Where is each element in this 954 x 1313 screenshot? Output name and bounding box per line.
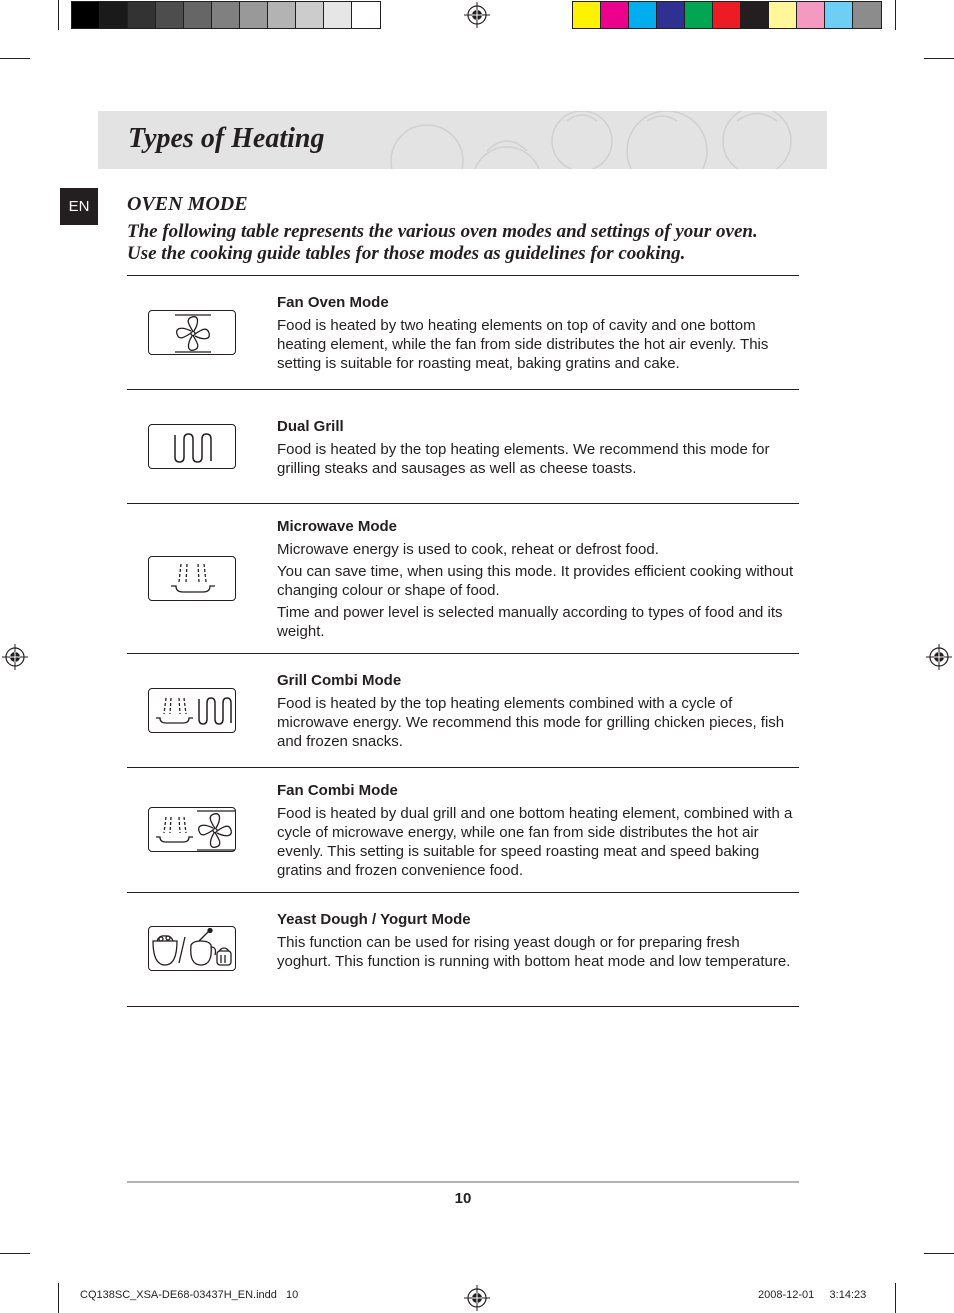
title-banner — [98, 111, 827, 169]
mode-description: This function can be used for rising yeast dough or for preparing fresh yoghurt. This function is running with bottom heat mode and low temperature. — [277, 934, 791, 970]
color-swatch — [324, 2, 352, 28]
color-swatch — [128, 2, 156, 28]
language-tab: EN — [60, 188, 98, 225]
crop-mark — [895, 0, 896, 30]
registration-mark-icon — [2, 644, 28, 670]
color-swatch — [769, 2, 797, 28]
crop-mark — [895, 1283, 896, 1313]
color-swatch — [296, 2, 324, 28]
section-intro — [127, 221, 807, 265]
mode-entry-dual-grill — [277, 418, 797, 481]
intro-line: Use the cooking guide tables for those modes as guidelines for cooking. — [127, 243, 686, 264]
mode-entry-grill-combi — [277, 672, 797, 754]
color-swatch — [825, 2, 853, 28]
footer-divider — [127, 1181, 799, 1183]
fan-combi-icon — [148, 807, 236, 852]
fan-icon — [148, 310, 236, 355]
table-divider — [127, 892, 799, 893]
crop-mark — [924, 58, 954, 59]
file-info: CQ138SC_XSA-DE68-03437H_EN.indd 10 — [80, 1289, 299, 1301]
mode-description: Time and power level is selected manually according to types of food and its weight. — [277, 604, 783, 640]
page-title: Types of Heating — [128, 123, 325, 154]
crop-mark — [58, 1283, 59, 1313]
microwave-icon — [148, 556, 236, 601]
mode-name: Microwave Mode — [277, 518, 398, 535]
color-swatch — [657, 2, 685, 28]
mode-entry-yeast-yogurt — [277, 911, 797, 974]
mode-entry-fan-combi — [277, 782, 797, 883]
color-swatch — [268, 2, 296, 28]
table-divider — [127, 389, 799, 390]
crop-mark — [58, 0, 59, 30]
mode-name: Grill Combi Mode — [277, 672, 402, 689]
section-title: OVEN MODE — [127, 193, 248, 215]
color-swatch — [156, 2, 184, 28]
mode-name: Fan Oven Mode — [277, 294, 389, 311]
page-number: 10 — [454, 1190, 472, 1207]
mode-description: You can save time, when using this mode. It provides efficient cooking without changing colour or shape of food. — [277, 563, 794, 599]
table-divider — [127, 767, 799, 768]
color-swatch — [240, 2, 268, 28]
grill-combi-icon — [148, 688, 236, 733]
mode-description: Food is heated by dual grill and one bottom heating element, combined with a cycle of microwave energy, while one fan from side distributes the hot air evenly. This setting is suitable for speed roasting meat and speed baking gratins and frozen convenience food. — [277, 805, 793, 879]
mode-entry-fan-oven — [277, 294, 797, 376]
color-swatch — [100, 2, 128, 28]
print-timestamp: 2008-12-01 3:14:23 — [758, 1289, 867, 1301]
mode-name: Fan Combi Mode — [277, 782, 398, 799]
table-divider — [127, 275, 799, 276]
color-swatch — [685, 2, 713, 28]
table-divider — [127, 653, 799, 654]
color-swatch — [184, 2, 212, 28]
dual-grill-icon — [148, 424, 236, 469]
crop-mark — [924, 1253, 954, 1254]
color-swatch — [601, 2, 629, 28]
grayscale-color-bar — [71, 1, 381, 29]
mode-name: Yeast Dough / Yogurt Mode — [277, 911, 471, 928]
color-swatch — [853, 2, 881, 28]
registration-mark-icon — [464, 2, 490, 28]
color-swatch — [352, 2, 380, 28]
color-swatch — [212, 2, 240, 28]
color-swatch — [573, 2, 601, 28]
color-swatch — [741, 2, 769, 28]
registration-mark-icon — [926, 644, 952, 670]
intro-line: The following table represents the various oven modes and settings of your oven. — [127, 221, 758, 242]
process-color-bar — [572, 1, 882, 29]
mode-name: Dual Grill — [277, 418, 344, 435]
crop-mark — [0, 1253, 30, 1254]
color-swatch — [629, 2, 657, 28]
color-swatch — [72, 2, 100, 28]
table-divider — [127, 503, 799, 504]
registration-mark-icon — [464, 1285, 490, 1311]
mode-description: Food is heated by two heating elements on top of cavity and one bottom heating element, while the fan from side distributes the hot air evenly. This setting is suitable for roasting meat, baking gratins and cake. — [277, 317, 769, 372]
crop-mark — [0, 58, 30, 59]
vegetable-illustration — [367, 111, 827, 169]
color-swatch — [797, 2, 825, 28]
mode-description: Microwave energy is used to cook, reheat or defrost food. — [277, 541, 659, 558]
yeast-yogurt-icon — [148, 926, 236, 971]
mode-description: Food is heated by the top heating elements. We recommend this mode for grilling steaks and sausages as well as cheese toasts. — [277, 441, 770, 477]
table-divider — [127, 1006, 799, 1007]
mode-description: Food is heated by the top heating elements combined with a cycle of microwave energy. We recommend this mode for grilling chicken pieces, fish and frozen snacks. — [277, 695, 785, 750]
color-swatch — [713, 2, 741, 28]
mode-entry-microwave — [277, 518, 797, 644]
